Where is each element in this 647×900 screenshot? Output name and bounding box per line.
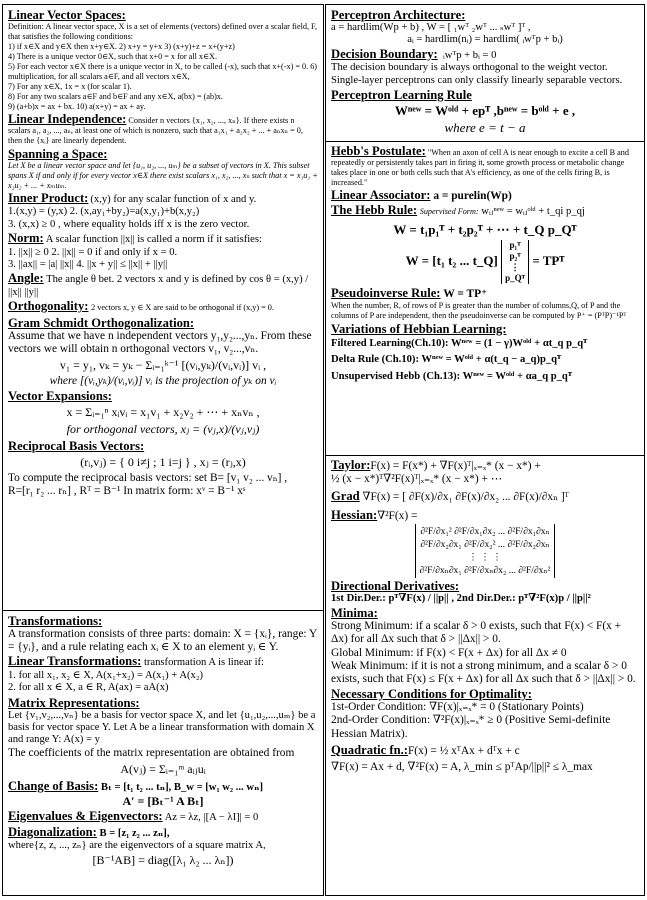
hr-eq3-right: = TPᵀ xyxy=(532,252,565,268)
qf-eq: F(x) = ½ xᵀAx + dᵀx + c xyxy=(407,744,520,757)
norm-line: 3. ||ax|| = |a| ||x|| 4. ||x + y|| ≤ ||x|| + ||y|| xyxy=(8,259,168,271)
tay-eq: F(x) = F(x*) + ∇F(x)ᵀ|ₓ₌ₓ* (x − x*) + xyxy=(370,460,541,472)
rb-heading: Reciprocal Basis Vectors: xyxy=(8,439,145,454)
cb-text: Bₜ = [t₁ t₂ ... tₙ], B_w = [w₁ w₂ ... wₙ] xyxy=(100,782,264,794)
tr-text: A transformation consists of three parts: domain: X = {xᵢ}, range: Y = {yᵢ}, and a rule relating each xᵢ ∈ X to an element yᵢ ∈ Y. xyxy=(8,628,317,654)
hessian-row: ⋮ ⋮ ⋮ xyxy=(468,551,502,563)
hessian-row: ∂²F/∂x₁² ∂²F/∂x₁∂x₂ ... ∂²F/∂x₁∂xₙ xyxy=(420,525,550,537)
mr-heading: Matrix Representations: xyxy=(8,695,140,710)
norm-text: A scalar function ||x|| is called a norm if it satisfies: xyxy=(45,234,262,246)
hr-col-entry: p₁ᵀ xyxy=(509,239,521,250)
ip-line: 1.(x,y) = (y,x) 2. (x,ay₁+by₂)=a(x,y₁)+b(x,y₂) xyxy=(8,206,200,218)
grad-eq: ∇F(x) = [ ∂F(x)/∂x₁ ∂F(x)/∂x₂ ... ∂F(x)/∂xₙ ]ᵀ xyxy=(362,491,569,504)
lvs-line: 9) (a+b)x = ax + bx. 10) a(x+y) = ax + ay. xyxy=(8,102,146,111)
hr-col-entry: p₂ᵀ xyxy=(509,250,521,261)
hr-eq1: wᵢⱼⁿᵉʷ = wᵢⱼᵒˡᵈ + t_qi p_qj xyxy=(481,206,585,218)
la-eq: a = purelin(Wp) xyxy=(433,190,512,202)
tr-heading: Transformations: xyxy=(8,614,103,628)
vh-unsupervised: Unsupervised Hebb (Ch.13): Wⁿᵉʷ = Wᵒˡᵈ + αa_q p_qᵀ xyxy=(331,370,572,382)
lvs-line: 5) For each vector x∈X there is a unique vector in X, to be called (-x), such that x+(-x) = 0. 6) multiplication, for all scalars a∈F, and all vectors x∈X, xyxy=(8,62,318,81)
nc-line: 2nd-Order Condition: ∇²F(x)|ₓ₌ₓ* ≥ 0 (Positive Semi-definite Hessian Matrix). xyxy=(331,714,611,740)
pr-eq: W = TP⁺ xyxy=(443,287,488,300)
tay-heading: Taylor: xyxy=(331,458,371,472)
left-column xyxy=(2,4,324,896)
lvs-line: 1) if x∈X and y∈X then x+y∈X. 2) x+y = y+x 3) (x+y)+z = x+(y+z) xyxy=(8,42,235,51)
lvs-list xyxy=(8,22,318,112)
vh-delta: Delta Rule (Ch.10): Wⁿᵉʷ = Wᵒˡᵈ + α(t_q − a_q)p_qᵀ xyxy=(331,354,562,366)
diag-where: where{z, z, ..., zₙ} are the eigenvectors of a square matrix A, xyxy=(8,840,266,852)
ip-line: 3. (x,x) ≥ 0 , where equality holds iff x is the zero vector. xyxy=(8,218,250,230)
mr-equation: A(vⱼ) = Σᵢ₌₁ᵐ aᵢⱼuᵢ xyxy=(120,762,206,777)
rb-text: To compute the reciprocal basis vectors: set B= [v₁ v₂ ... vₙ] , xyxy=(8,472,288,485)
pa-heading: Perceptron Architecture: xyxy=(331,8,466,22)
hr-col-entry: p_Qᵀ xyxy=(505,272,526,283)
hr-eq2: W = t₁p₁ᵀ + t₂p₂ᵀ + ⋯ + t_Q p_Qᵀ xyxy=(393,221,577,237)
plr-eq: Wⁿᵉʷ = Wᵒˡᵈ + epᵀ ,bⁿᵉʷ = bᵒˡᵈ + e , xyxy=(394,103,576,119)
db-eq: ᵢwᵀp + bᵢ = 0 xyxy=(443,49,497,61)
lvs-heading: Linear Vector Spaces: xyxy=(8,8,126,22)
lvs-line: 4) There is a unique vector 0∈X, such that x+0 = x for all x∈X. xyxy=(8,52,218,61)
nc-line: 1st-Order Condition: ∇F(x)|ₓ₌ₓ* = 0 (Stationary Points) xyxy=(331,701,584,714)
angle-heading: Angle: xyxy=(8,271,44,286)
rb-last: R=[r₁ r₂ ... rₙ] , Rᵀ = B⁻¹ In matrix form: xᵛ = B⁻¹ xˢ xyxy=(8,485,246,498)
hebb-box xyxy=(326,142,644,456)
norm-heading: Norm: xyxy=(8,231,44,246)
hr-eq3 xyxy=(331,240,639,284)
lt-text: transformation A is linear if: xyxy=(143,657,264,669)
plr-heading: Perceptron Learning Rule xyxy=(331,88,472,103)
db-heading: Decision Boundary: xyxy=(331,46,438,61)
tay-eq2: ½ (x − x*)ᵀ∇²F(x)ᵀ|ₓ₌ₓ* (x − x*) + ⋯ xyxy=(331,473,503,486)
hp-heading: Hebb's Postulate: xyxy=(331,144,426,158)
li-heading: Linear Independence: xyxy=(8,112,127,126)
hessian-row: ∂²F/∂x₂∂x₁ ∂²F/∂x₂² ... ∂²F/∂x₂∂xₙ xyxy=(420,538,550,550)
ip-text: (x,y) for any scalar function of x and y. xyxy=(90,194,257,205)
span-heading: Spanning a Space: xyxy=(8,147,108,161)
optimization-box xyxy=(326,456,644,895)
diag-text: B = [z₁ z₂ ... zₙ], xyxy=(99,827,170,839)
plr-where: where e = t − a xyxy=(444,120,526,136)
min-line: Strong Minimum: if a scalar δ > 0 exists, such that F(x) < F(x + Δx) for all Δx such that δ > ||Δx|| > 0. xyxy=(331,620,622,646)
db-text: The decision boundary is always orthogonal to the weight vector. Single-layer perceptrons can only classify linearly separable vectors. xyxy=(331,62,623,86)
ve-orth: for orthogonal vectors, xⱼ = (vⱼ,x)/(vⱼ,vⱼ) xyxy=(66,422,260,437)
lt-heading: Linear Transformations: xyxy=(8,654,142,669)
norm-line: 1. ||x|| ≥ 0 2. ||x|| = 0 if and only if x = 0. xyxy=(8,246,178,258)
hp-text: "When an axon of cell A is near enough to excite a cell B and repeatedly or persistently takes part in firing it, some growth process or metabolic change takes place in one or both cells such that A's efficiency, as one of the cells firing B, is increased." xyxy=(331,148,629,187)
diag-equation: [B⁻¹AB] = diag([λ₁ λ₂ ... λₙ]) xyxy=(92,852,234,867)
orth-heading: Orthogonality: xyxy=(8,299,89,314)
ee-heading: Eigenvalues & Eigenvectors: xyxy=(8,809,163,824)
ip-heading: Inner Product: xyxy=(8,191,89,205)
orth-text: 2 vectors x, y ∈ X are said to be orthogonal if (x,y) = 0. xyxy=(91,303,274,313)
rb-equation: (rᵢ,vⱼ) = { 0 i≠j ; 1 i=j } , xⱼ = (rⱼ,x) xyxy=(80,455,246,470)
pa-eq2: aᵢ = hardlim(nᵢ) = hardlim( ᵢwᵀp + bᵢ) xyxy=(407,34,563,46)
vh-heading: Variations of Hebbian Learning: xyxy=(331,321,507,336)
diag-heading: Diagonalization: xyxy=(8,824,97,839)
dd-text: 1st Dir.Der.: pᵀ∇F(x) / ||p|| , 2nd Dir.Der.: pᵀ∇²F(x)p / ||p||² xyxy=(331,592,591,604)
hes-eq: ∇²F(x) = xyxy=(377,509,418,522)
ve-heading: Vector Expansions: xyxy=(8,389,112,404)
transformations-box xyxy=(3,611,323,895)
perceptron-box xyxy=(326,5,644,142)
pr-text: When the number, R, of rows of P is greater than the number of columns,Q, of P and the columns of P are independent, then the pseudoinverse can be computed by P⁺ = (PᵀP)⁻¹Pᵀ xyxy=(331,300,627,320)
hr-eq3-left: W = [t₁ t₂ ... t_Q] xyxy=(405,252,498,268)
lvs-line: 7) For any x∈X, 1x = x (for scalar 1). xyxy=(8,82,132,91)
nc-heading: Necessary Conditions for Optimality: xyxy=(331,687,532,702)
ee-text: Az = λz, |[A − λI]| = 0 xyxy=(164,812,259,824)
gs-heading: Gram Schmidt Orthogonalization: xyxy=(8,315,195,330)
mr-text: Let {v₁,v₂,...,vₙ} be a basis for vector space X, and let {u₁,u₂,...,uₘ} be a basis for vector space Y. Let A be a linear transformation with domain X and range Y: A(x) = y xyxy=(8,709,316,746)
grad-heading: Grad xyxy=(331,489,360,504)
lvs-line: 8) For any two scalars a∈F and b∈F and any x∈X, a(bx) = (ab)x. xyxy=(8,92,223,101)
hes-heading: Hessian: xyxy=(331,507,378,522)
linear-algebra-box xyxy=(3,5,323,611)
li-text: Consider n vectors {x₁, x₂, ..., xₙ}. If there exists n scalars a₁, a₂, ..., aₙ, at least one of which is nonzero, such that a₁x₁ + a₂x₂ + ... + aₙxₙ = 0, then the {xᵢ} are linearly dependent. xyxy=(8,116,303,145)
min-line: Global Minimum: if F(x) < F(x + Δx) for all Δx ≠ 0 xyxy=(331,646,567,659)
hr-col-entry: ⋮ xyxy=(510,261,520,272)
span-text: Let X be a linear vector space and let {u₁, u₂, ..., uₘ} be a subset of vectors in X. This subset spans X if and only if for every vector x∈X there exist scalars x₁, x₂, ..., xₙ such that x = x₁u₁ + x₂u₂ + ... + xₘuₘ. xyxy=(8,161,318,190)
hr-sup: Supervised Form: xyxy=(419,207,479,217)
lt-line: 2. for all x ∈ X, a ∈ R, A(ax) = aA(x) xyxy=(8,682,169,694)
mr-text2: The coefficients of the matrix representation are obtained from xyxy=(8,746,295,759)
vh-filtered: Filtered Learning(Ch.10): Wⁿᵉʷ = (1 − γ)Wᵒˡᵈ + αt_q p_qᵀ xyxy=(331,337,588,349)
lt-line: 1. for all x₁, x₂ ∈ X, A(x₁+x₂) = A(x₁) + A(x₂) xyxy=(8,669,204,681)
gs-text: Assume that we have n independent vectors y₁,y₂...,yₙ. From these vectors we will obtain n orthogonal vectors v₁, v₂...,vₙ. xyxy=(8,329,312,355)
lvs-line: Definition: A linear vector space, X is a set of elements (vectors) defined over a scalar field, F, that satisfies the following conditions: xyxy=(8,22,317,41)
ve-equation: x = Σᵢ₌₁ⁿ xᵢvᵢ = x₁v₁ + x₂v₂ + ⋯ + xₙvₙ , xyxy=(66,405,260,420)
min-heading: Minima: xyxy=(331,606,378,621)
qf-heading: Quadratic fn.: xyxy=(331,742,408,757)
pa-eq1: a = hardlim(Wp + b) , W = [ ₁wᵀ ₂wᵀ ... ₛwᵀ ]ᵀ , xyxy=(331,22,531,33)
la-heading: Linear Associator: xyxy=(331,188,431,202)
gs-where: where [(vᵢ,yₖ)/(vᵢ,vᵢ)] vᵢ is the projection of yₖ on vᵢ xyxy=(49,375,277,388)
hessian-matrix xyxy=(415,524,556,578)
gs-equation: v₁ = y₁, vₖ = yₖ − Σᵢ₌₁ᵏ⁻¹ [(vᵢ,yₖ)/(vᵢ,vᵢ)] vᵢ , xyxy=(59,358,267,373)
hr-heading: The Hebb Rule: xyxy=(331,203,418,218)
cb-heading: Change of Basis: xyxy=(8,779,99,794)
hr-eq3-column xyxy=(501,240,529,284)
dd-heading: Directional Derivatives: xyxy=(331,578,460,593)
pr-heading: Pseudoinverse Rule: xyxy=(331,285,441,300)
min-line: Weak Minimum: if it is not a strong minimum, and a scalar δ > 0 exists, such that F(x) ≤ F(x + Δx) for all Δx such that δ > ||Δx|| > 0. xyxy=(331,659,636,686)
hessian-row: ∂²F/∂xₙ∂x₁ ∂²F/∂xₙ∂x₂ ... ∂²F/∂xₙ² xyxy=(419,564,551,576)
cb-equation: A′ = [Bₜ⁻¹ A Bₜ] xyxy=(122,794,204,809)
right-column xyxy=(325,4,645,896)
qf-last: ∇F(x) = Ax + d, ∇²F(x) = A, λ_min ≤ pᵀAp/||p||² ≤ λ_max xyxy=(331,761,593,774)
angle-text: The angle θ bet. 2 vectors x and y is defined by cos θ = (x,y) / ||x|| ||y|| xyxy=(8,274,309,298)
